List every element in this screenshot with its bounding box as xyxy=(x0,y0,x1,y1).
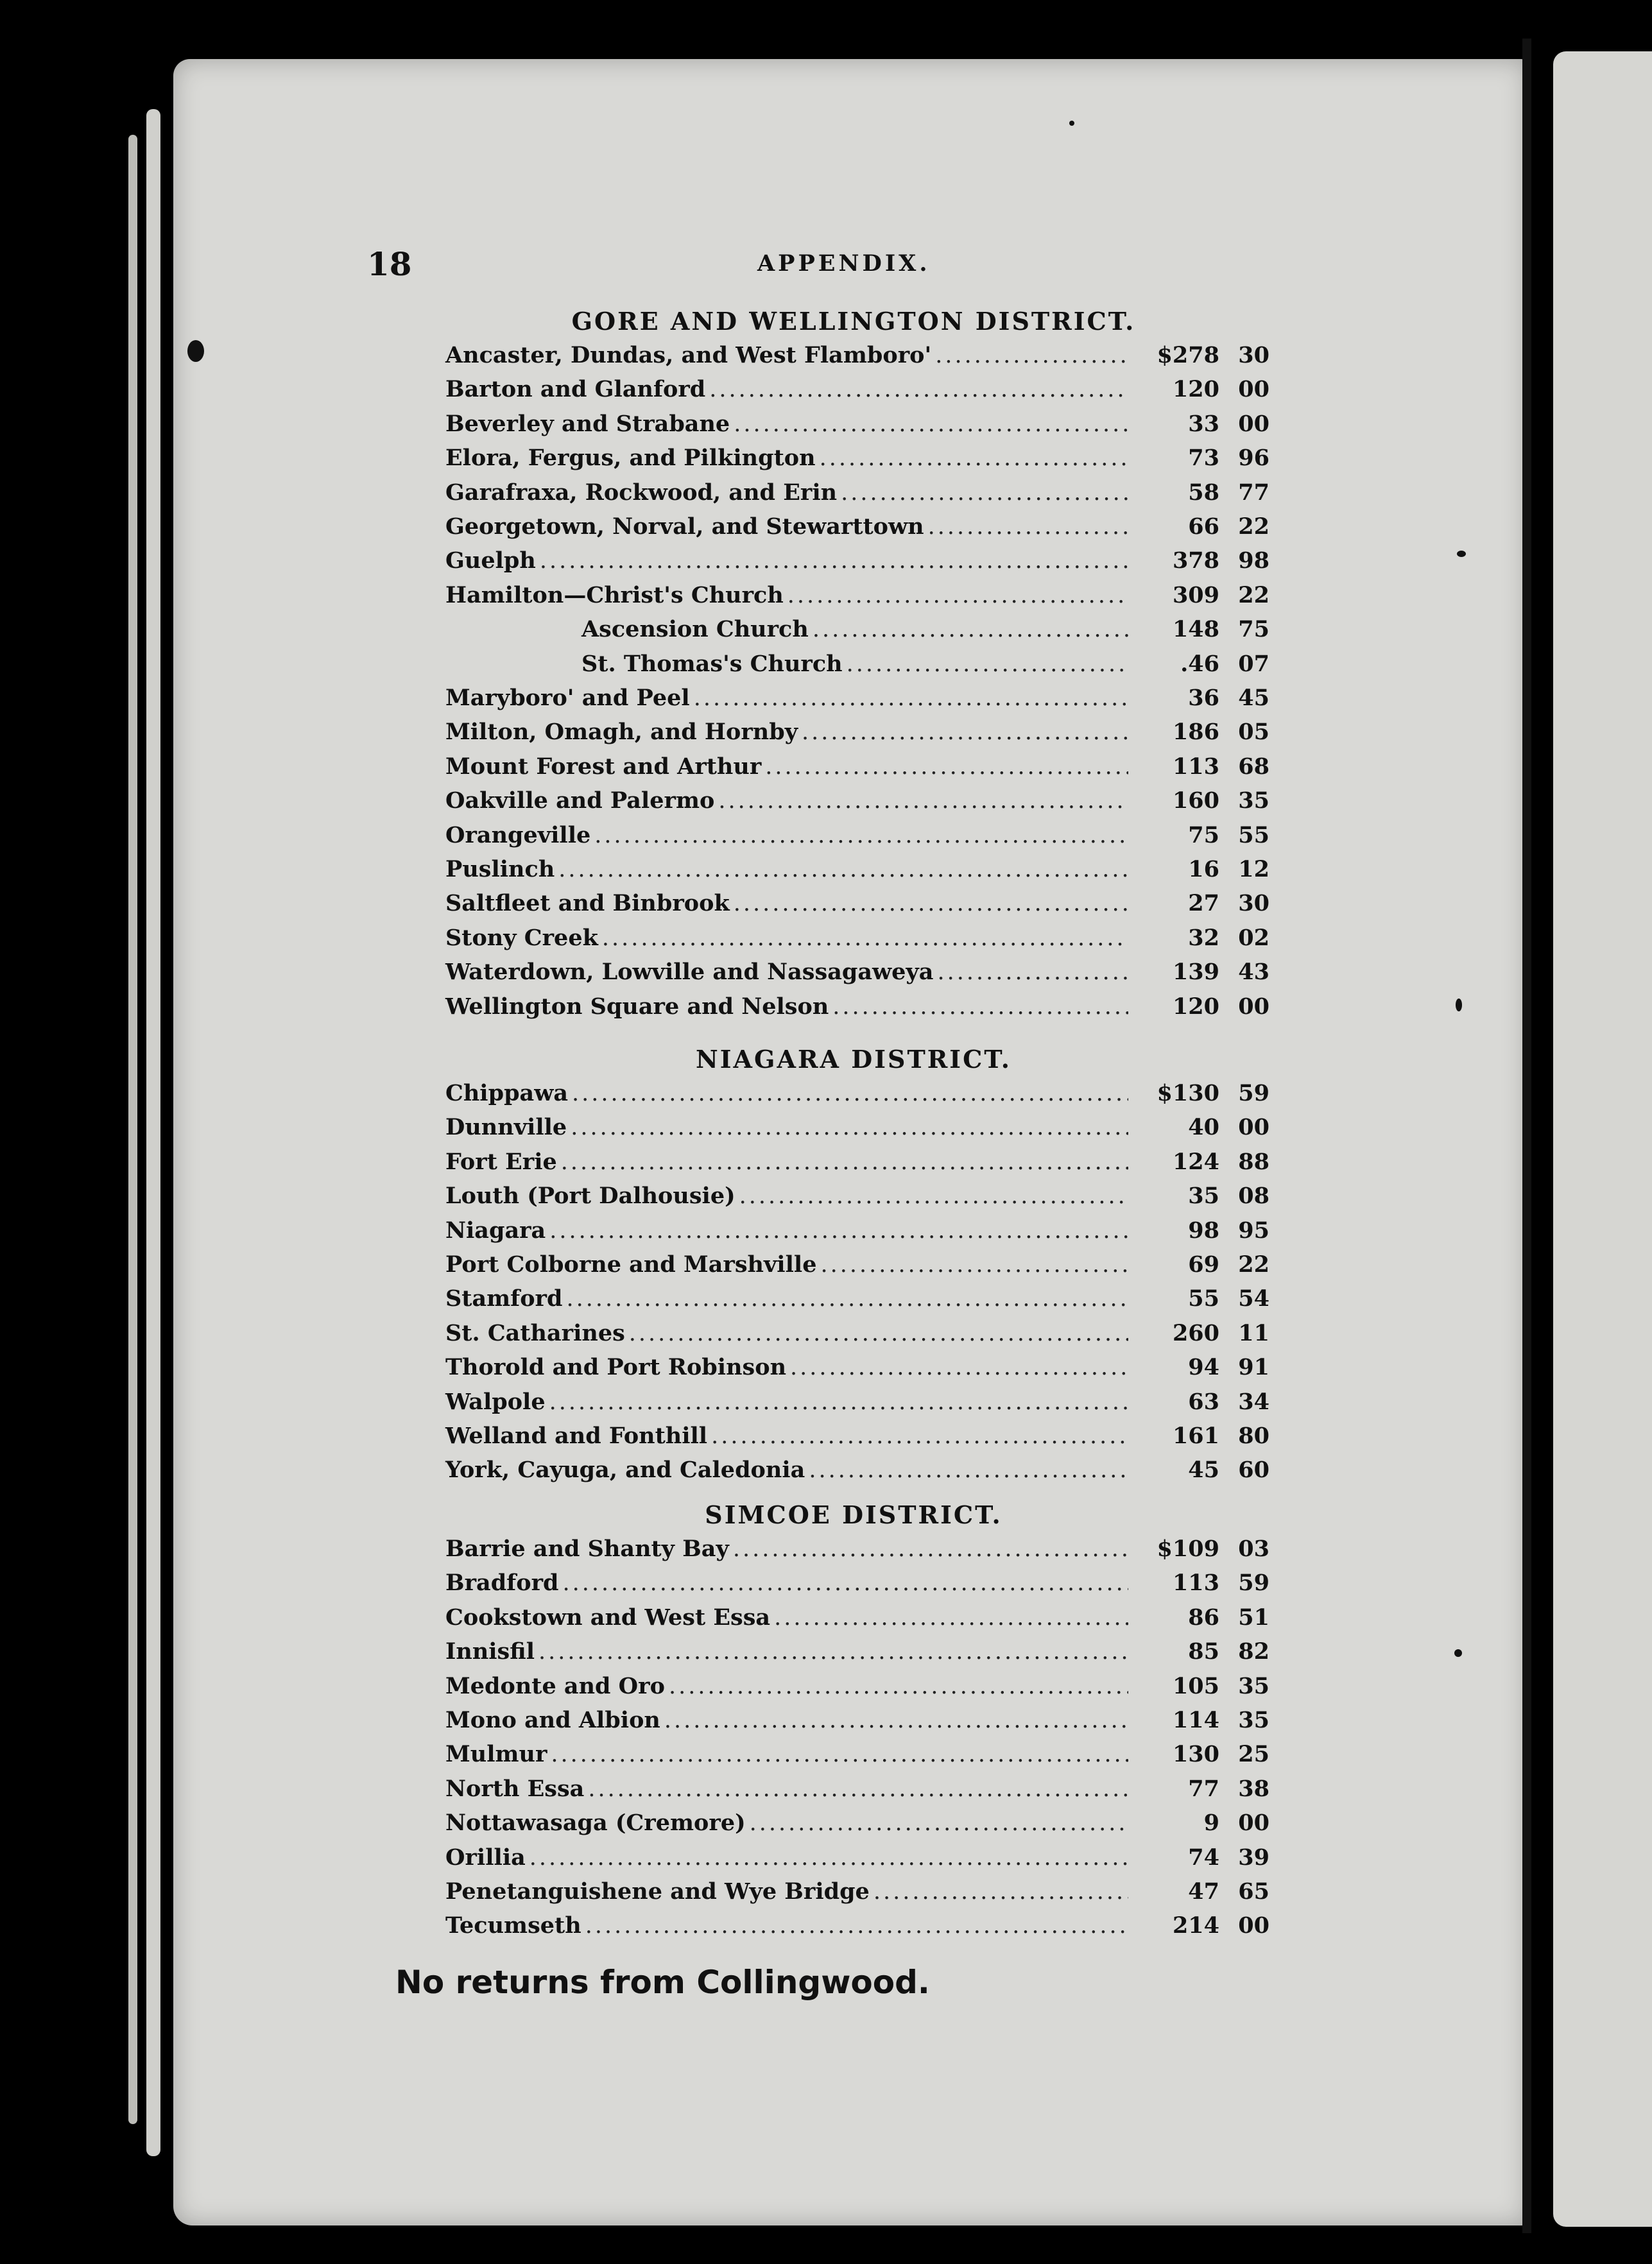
parish-row xyxy=(581,651,1269,684)
parish-row xyxy=(445,513,1269,547)
amount-cents: 00 xyxy=(1238,1912,1269,1939)
parish-name: Mulmur xyxy=(445,1741,547,1768)
dot-leader xyxy=(750,1810,1128,1836)
amount-dollars: 94 xyxy=(1188,1354,1219,1381)
parish-name: Dunnville xyxy=(445,1114,567,1141)
amount-cents: 22 xyxy=(1238,1251,1269,1278)
parish-row xyxy=(445,822,1269,855)
dot-leader xyxy=(733,1536,1128,1562)
amount-dollars: 260 xyxy=(1172,1319,1219,1346)
parish-row xyxy=(445,959,1269,992)
dot-leader xyxy=(937,959,1128,985)
amount-cents: 88 xyxy=(1238,1148,1269,1175)
amount-dollars: 35 xyxy=(1188,1183,1219,1210)
dot-leader xyxy=(739,1183,1128,1209)
dot-leader xyxy=(549,1389,1128,1415)
parish-name: Barton and Glanford xyxy=(445,376,706,403)
amount-dollars: 27 xyxy=(1188,890,1219,917)
parish-row xyxy=(445,1217,1269,1251)
page-number: 18 xyxy=(367,245,412,283)
parish-row xyxy=(445,547,1269,581)
dot-leader xyxy=(664,1708,1128,1733)
amount-cents: 22 xyxy=(1238,581,1269,608)
amount-dollars: 77 xyxy=(1188,1775,1219,1802)
dot-leader xyxy=(820,1252,1128,1278)
parish-row xyxy=(445,1285,1269,1319)
parish-name: Guelph xyxy=(445,547,536,574)
parish-name: Nottawasaga (Cremore) xyxy=(445,1810,746,1837)
amount-dollars: 113 xyxy=(1172,753,1219,780)
amount-dollars: 148 xyxy=(1172,616,1219,643)
dot-leader xyxy=(566,1286,1128,1312)
amount-cents: 45 xyxy=(1238,685,1269,711)
dot-leader xyxy=(847,651,1128,677)
amount-dollars: 69 xyxy=(1188,1251,1219,1278)
dot-leader xyxy=(790,1355,1128,1380)
amount-cents: 02 xyxy=(1238,924,1269,951)
dot-leader xyxy=(529,1845,1128,1871)
dot-leader xyxy=(563,1570,1129,1596)
dot-leader xyxy=(561,1149,1128,1175)
footer-note: No returns from Collingwood. xyxy=(395,1964,930,2001)
amount-dollars: 309 xyxy=(1172,581,1219,608)
amount-cents: 59 xyxy=(1238,1080,1269,1106)
parish-name: Barrie and Shanty Bay xyxy=(445,1536,729,1562)
parish-row xyxy=(445,1707,1269,1740)
parish-name: Stony Creek xyxy=(445,924,598,951)
parish-row xyxy=(445,890,1269,923)
parish-row xyxy=(445,1320,1269,1353)
parish-row xyxy=(445,582,1269,615)
parish-name: Thorold and Port Robinson xyxy=(445,1354,787,1381)
parish-row xyxy=(445,1912,1269,1946)
parish-row xyxy=(445,1251,1269,1285)
amount-dollars: $278 xyxy=(1157,342,1219,368)
parish-name: Tecumseth xyxy=(445,1912,581,1939)
dot-leader xyxy=(832,994,1128,1020)
dot-leader xyxy=(928,514,1128,540)
parish-name: Chippawa xyxy=(445,1080,569,1106)
amount-cents: 00 xyxy=(1238,376,1269,403)
dot-leader xyxy=(873,1879,1128,1905)
amount-cents: 05 xyxy=(1238,719,1269,746)
parish-row xyxy=(445,342,1269,375)
parish-name: Puslinch xyxy=(445,856,555,882)
parish-row xyxy=(445,753,1269,787)
parish-row xyxy=(445,1149,1269,1182)
parish-row xyxy=(445,1536,1269,1569)
district-heading: NIAGARA DISTRICT. xyxy=(696,1045,1011,1074)
parish-name: Ancaster, Dundas, and West Flamboro' xyxy=(445,342,932,368)
parish-row xyxy=(445,685,1269,718)
amount-dollars: 113 xyxy=(1172,1570,1219,1597)
parish-row xyxy=(445,787,1269,821)
parish-name: Fort Erie xyxy=(445,1148,557,1175)
amount-cents: 82 xyxy=(1238,1638,1269,1665)
amount-cents: 80 xyxy=(1238,1423,1269,1449)
parish-name: Orangeville xyxy=(445,821,591,848)
dot-leader xyxy=(765,754,1128,780)
amount-cents: 00 xyxy=(1238,993,1269,1020)
parish-name: Ascension Church xyxy=(581,616,809,643)
parish-name: Medonte and Oro xyxy=(445,1672,665,1699)
amount-dollars: 47 xyxy=(1188,1878,1219,1905)
parish-row xyxy=(445,1604,1269,1638)
dot-leader xyxy=(841,480,1128,506)
dot-leader xyxy=(551,1742,1128,1767)
parish-row xyxy=(445,1354,1269,1387)
dot-leader xyxy=(734,411,1128,437)
amount-cents: 12 xyxy=(1238,856,1269,882)
parish-row xyxy=(445,1810,1269,1843)
running-header: APPENDIX. xyxy=(757,250,931,277)
amount-dollars: 73 xyxy=(1188,445,1219,472)
amount-cents: 30 xyxy=(1238,342,1269,368)
dot-leader xyxy=(718,788,1128,814)
parish-row xyxy=(445,1114,1269,1147)
dot-leader xyxy=(549,1218,1128,1244)
dot-leader xyxy=(540,548,1128,574)
amount-dollars: 75 xyxy=(1188,821,1219,848)
dot-leader xyxy=(787,583,1128,608)
amount-dollars: 186 xyxy=(1172,719,1219,746)
amount-cents: 59 xyxy=(1238,1570,1269,1597)
amount-cents: 75 xyxy=(1238,616,1269,643)
amount-dollars: 120 xyxy=(1172,993,1219,1020)
parish-row xyxy=(445,856,1269,889)
amount-cents: 91 xyxy=(1238,1354,1269,1381)
dot-leader xyxy=(809,1457,1128,1483)
amount-cents: 54 xyxy=(1238,1285,1269,1312)
parish-row xyxy=(445,1844,1269,1878)
parish-name: St. Catharines xyxy=(445,1319,625,1346)
parish-name: North Essa xyxy=(445,1775,585,1802)
amount-dollars: 98 xyxy=(1188,1217,1219,1244)
dot-leader xyxy=(820,445,1128,471)
dot-leader xyxy=(694,685,1128,711)
district-heading: SIMCOE DISTRICT. xyxy=(705,1500,1002,1529)
amount-cents: 25 xyxy=(1238,1741,1269,1768)
dot-leader xyxy=(709,377,1128,402)
amount-cents: 03 xyxy=(1238,1536,1269,1562)
parish-row xyxy=(445,1457,1269,1490)
amount-dollars: 120 xyxy=(1172,376,1219,403)
dot-leader xyxy=(711,1423,1128,1449)
amount-dollars: 16 xyxy=(1188,856,1219,882)
amount-cents: 43 xyxy=(1238,959,1269,986)
dot-leader xyxy=(802,719,1128,745)
parish-name: Garafraxa, Rockwood, and Erin xyxy=(445,479,838,506)
amount-cents: 98 xyxy=(1238,547,1269,574)
amount-cents: 55 xyxy=(1238,821,1269,848)
amount-dollars: 9 xyxy=(1203,1810,1219,1837)
parish-name: Oakville and Palermo xyxy=(445,787,715,814)
dot-leader xyxy=(558,857,1128,882)
parish-name: Georgetown, Norval, and Stewarttown xyxy=(445,513,924,540)
dot-leader xyxy=(629,1321,1128,1346)
parish-row xyxy=(445,993,1269,1027)
parish-row xyxy=(445,445,1269,478)
amount-cents: 51 xyxy=(1238,1604,1269,1631)
amount-cents: 77 xyxy=(1238,479,1269,506)
parish-row xyxy=(445,1570,1269,1603)
amount-cents: 68 xyxy=(1238,753,1269,780)
parish-row xyxy=(445,1776,1269,1809)
amount-cents: 08 xyxy=(1238,1183,1269,1210)
parish-name: Orillia xyxy=(445,1844,526,1871)
amount-cents: 11 xyxy=(1238,1319,1269,1346)
amount-dollars: 214 xyxy=(1172,1912,1219,1939)
amount-dollars: 378 xyxy=(1172,547,1219,574)
amount-dollars: $130 xyxy=(1157,1080,1219,1106)
parish-name: Saltfleet and Binbrook xyxy=(445,890,730,917)
dot-leader xyxy=(585,1913,1128,1939)
amount-dollars: 160 xyxy=(1172,787,1219,814)
amount-dollars: 114 xyxy=(1172,1707,1219,1733)
amount-dollars: 86 xyxy=(1188,1604,1219,1631)
amount-cents: 30 xyxy=(1238,890,1269,917)
amount-cents: 39 xyxy=(1238,1844,1269,1871)
dot-leader xyxy=(813,617,1128,642)
amount-dollars: 32 xyxy=(1188,924,1219,951)
amount-cents: 22 xyxy=(1238,513,1269,540)
parish-name: York, Cayuga, and Caledonia xyxy=(445,1457,805,1484)
parish-name: Penetanguishene and Wye Bridge xyxy=(445,1878,870,1905)
parish-name: Milton, Omagh, and Hornby xyxy=(445,719,798,746)
amount-dollars: 161 xyxy=(1172,1423,1219,1449)
dot-leader xyxy=(572,1081,1128,1106)
amount-dollars: 66 xyxy=(1188,513,1219,540)
amount-dollars: 124 xyxy=(1172,1148,1219,1175)
amount-dollars: .46 xyxy=(1180,650,1219,677)
parish-name: Waterdown, Lowville and Nassagaweya xyxy=(445,959,934,986)
amount-dollars: 55 xyxy=(1188,1285,1219,1312)
parish-name: Stamford xyxy=(445,1285,563,1312)
amount-dollars: 130 xyxy=(1172,1741,1219,1768)
amount-cents: 00 xyxy=(1238,410,1269,437)
parish-name: St. Thomas's Church xyxy=(581,650,843,677)
dot-leader xyxy=(669,1674,1128,1699)
amount-dollars: 45 xyxy=(1188,1457,1219,1484)
dot-leader xyxy=(594,823,1128,848)
amount-cents: 60 xyxy=(1238,1457,1269,1484)
parish-row xyxy=(445,1741,1269,1774)
amount-cents: 35 xyxy=(1238,1672,1269,1699)
amount-dollars: 63 xyxy=(1188,1388,1219,1415)
parish-row xyxy=(445,1389,1269,1422)
parish-row xyxy=(445,1183,1269,1216)
amount-dollars: 105 xyxy=(1172,1672,1219,1699)
parish-name: Bradford xyxy=(445,1570,559,1597)
parish-name: Niagara xyxy=(445,1217,546,1244)
amount-cents: 95 xyxy=(1238,1217,1269,1244)
dot-leader xyxy=(571,1115,1128,1140)
district-heading: GORE AND WELLINGTON DISTRICT. xyxy=(571,307,1136,336)
parish-row xyxy=(445,1080,1269,1113)
parish-row xyxy=(445,1673,1269,1706)
amount-dollars: 85 xyxy=(1188,1638,1219,1665)
amount-cents: 00 xyxy=(1238,1114,1269,1141)
parish-name: Innisfil xyxy=(445,1638,535,1665)
parish-name: Mount Forest and Arthur xyxy=(445,753,762,780)
parish-row xyxy=(445,479,1269,513)
parish-name: Mono and Albion xyxy=(445,1707,660,1733)
parish-name: Wellington Square and Nelson xyxy=(445,993,829,1020)
parish-name: Cookstown and West Essa xyxy=(445,1604,771,1631)
amount-cents: 34 xyxy=(1238,1388,1269,1415)
parish-name: Port Colborne and Marshville xyxy=(445,1251,817,1278)
dot-leader xyxy=(538,1639,1128,1665)
amount-dollars: 74 xyxy=(1188,1844,1219,1871)
dot-leader xyxy=(602,925,1128,951)
amount-cents: 96 xyxy=(1238,445,1269,472)
parish-name: Maryboro' and Peel xyxy=(445,685,690,711)
parish-name: Elora, Fergus, and Pilkington xyxy=(445,445,816,472)
amount-dollars: 139 xyxy=(1172,959,1219,986)
dot-leader xyxy=(734,891,1128,916)
amount-dollars: 36 xyxy=(1188,685,1219,711)
amount-dollars: 33 xyxy=(1188,410,1219,437)
parish-row xyxy=(445,925,1269,958)
amount-cents: 07 xyxy=(1238,650,1269,677)
parish-row xyxy=(445,1423,1269,1456)
amount-dollars: $109 xyxy=(1157,1536,1219,1562)
dot-leader xyxy=(774,1605,1128,1631)
parish-name: Beverley and Strabane xyxy=(445,410,730,437)
dot-leader xyxy=(935,343,1128,368)
parish-row xyxy=(581,616,1269,649)
parish-row xyxy=(445,376,1269,409)
amount-cents: 35 xyxy=(1238,787,1269,814)
amount-cents: 00 xyxy=(1238,1810,1269,1837)
amount-cents: 35 xyxy=(1238,1707,1269,1733)
parish-row xyxy=(445,719,1269,752)
parish-row xyxy=(445,411,1269,444)
amount-dollars: 40 xyxy=(1188,1114,1219,1141)
parish-name: Welland and Fonthill xyxy=(445,1423,708,1449)
dot-leader xyxy=(588,1776,1128,1802)
parish-name: Louth (Port Dalhousie) xyxy=(445,1183,736,1210)
amount-dollars: 58 xyxy=(1188,479,1219,506)
parish-name: Walpole xyxy=(445,1388,546,1415)
parish-row xyxy=(445,1878,1269,1912)
parish-name: Hamilton—Christ's Church xyxy=(445,581,784,608)
amount-cents: 38 xyxy=(1238,1775,1269,1802)
parish-row xyxy=(445,1638,1269,1672)
amount-cents: 65 xyxy=(1238,1878,1269,1905)
